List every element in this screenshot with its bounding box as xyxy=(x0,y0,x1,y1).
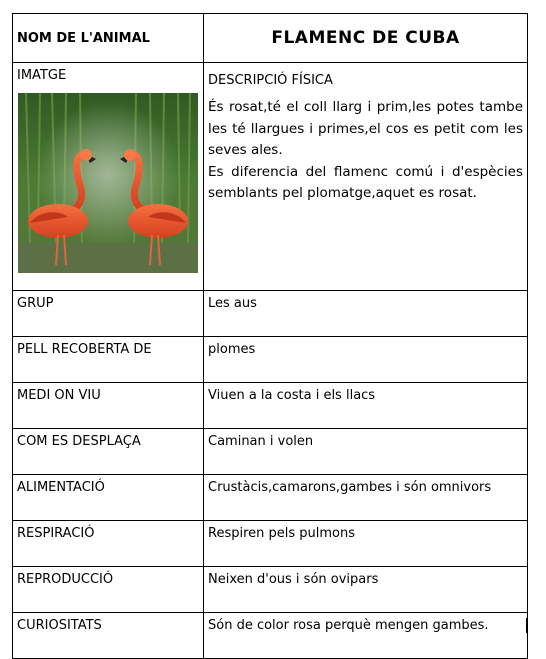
flamingo-pair-photo xyxy=(18,93,198,273)
row-value: Són de color rosa perquè mengen gambes. xyxy=(204,613,528,659)
row-value: Viuen a la costa i els llacs xyxy=(204,383,528,429)
image-label: IMATGE xyxy=(17,68,67,83)
description-paragraph: És rosat,té el coll llarg i prim,les potes tambe les té llargues i primes,el cos es petit com les seves ales. xyxy=(208,99,523,158)
row-label: CURIOSITATS xyxy=(13,613,204,659)
row-value: Caminan i volen xyxy=(204,429,528,475)
row-label: RESPIRACIÓ xyxy=(13,521,204,567)
row-label: COM ES DESPLAÇA xyxy=(13,429,204,475)
empty-trailing-row xyxy=(12,618,527,633)
table-row xyxy=(13,429,528,475)
description-paragraph: Es diferencia del flamenc comú i d'espècies semblants pel plomatge,aquet es rosat. xyxy=(208,163,523,201)
row-label: PELL RECOBERTA DE xyxy=(13,337,204,383)
header-row xyxy=(13,14,528,63)
row-label: GRUP xyxy=(13,291,204,337)
animal-title: FLAMENC DE CUBA xyxy=(204,14,528,63)
row-value: Neixen d'ous i són ovipars xyxy=(204,567,528,613)
row-label: ALIMENTACIÓ xyxy=(13,475,204,521)
animal-name-label: NOM DE L'ANIMAL xyxy=(13,14,204,63)
description-label: DESCRIPCIÓ FÍSICA xyxy=(208,73,333,88)
row-label: MEDI ON VIU xyxy=(13,383,204,429)
table-row xyxy=(13,567,528,613)
row-value: Les aus xyxy=(204,291,528,337)
row-value: Respiren pels pulmons xyxy=(204,521,528,567)
table-row xyxy=(13,521,528,567)
description-text xyxy=(208,97,523,205)
animal-fact-sheet xyxy=(12,13,527,659)
table-row xyxy=(13,337,528,383)
row-value: Crustàcis,camarons,gambes i són omnivors xyxy=(204,475,528,521)
animal-table xyxy=(12,13,528,659)
image-cell xyxy=(13,63,204,291)
table-row xyxy=(13,291,528,337)
row-label: REPRODUCCIÓ xyxy=(13,567,204,613)
image-row xyxy=(13,63,528,291)
table-row xyxy=(13,383,528,429)
description-cell xyxy=(204,63,528,291)
row-value: plomes xyxy=(204,337,528,383)
table-row xyxy=(13,475,528,521)
